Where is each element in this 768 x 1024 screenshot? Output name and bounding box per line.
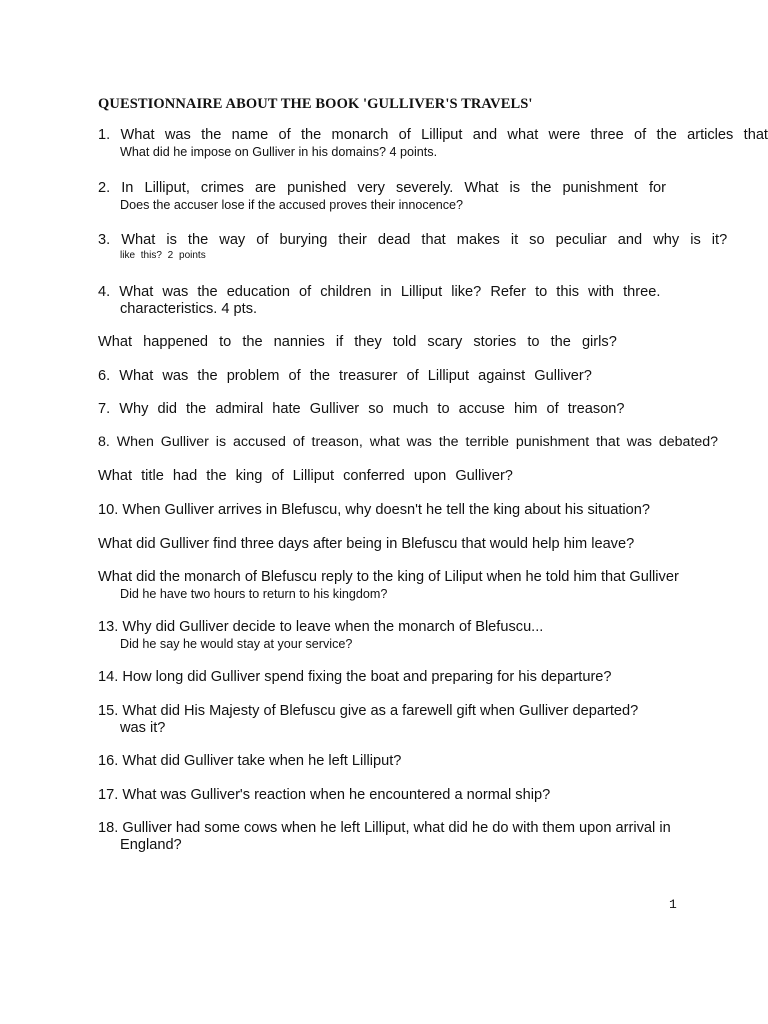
question-17 xyxy=(98,787,768,804)
question-continuation: characteristics. 4 pts. xyxy=(120,301,258,317)
question-8 xyxy=(98,434,768,451)
question-continuation: Did he say he would stay at your service? xyxy=(120,637,353,651)
page-number: 1 xyxy=(669,897,677,912)
question-text: 10. When Gulliver arrives in Blefuscu, why doesn't he tell the king about his situation? xyxy=(98,502,650,518)
question-continuation: like this? 2 points xyxy=(120,250,206,261)
question-5 xyxy=(98,334,768,351)
question-text: 17. What was Gulliver's reaction when he encountered a normal ship? xyxy=(98,787,551,803)
question-text: What did the monarch of Blefuscu reply to the king of Liliput when he told him that Gulliver xyxy=(98,569,679,585)
question-text: 6. What was the problem of the treasurer of Lilliput against Gulliver? xyxy=(98,368,592,384)
question-13 xyxy=(98,619,768,652)
question-continuation: What did he impose on Gulliver in his domains? 4 points. xyxy=(120,145,438,159)
question-4 xyxy=(98,284,768,318)
question-16 xyxy=(98,753,768,770)
question-text: 4. What was the education of children in Lilliput like? Refer to this with three. xyxy=(98,284,661,300)
question-text: What happened to the nannies if they told scary stories to the girls? xyxy=(98,334,617,350)
question-text: 3. What is the way of burying their dead that makes it so peculiar and why is it? xyxy=(98,232,728,248)
question-1 xyxy=(98,127,768,160)
question-continuation: Does the accuser lose if the accused proves their innocence? xyxy=(120,198,464,212)
question-11 xyxy=(98,536,768,553)
question-text: 14. How long did Gulliver spend fixing the boat and preparing for his departure? xyxy=(98,669,612,685)
question-7 xyxy=(98,401,768,418)
question-3 xyxy=(98,232,768,263)
question-10 xyxy=(98,502,768,519)
question-12 xyxy=(98,569,768,602)
question-text: 15. What did His Majesty of Blefuscu give as a farewell gift when Gulliver departed? xyxy=(98,703,639,719)
question-6 xyxy=(98,368,768,385)
question-text: 16. What did Gulliver take when he left Lilliput? xyxy=(98,753,402,769)
question-9 xyxy=(98,468,768,485)
question-2 xyxy=(98,180,768,213)
document-title: QUESTIONNAIRE ABOUT THE BOOK 'GULLIVER'S TRAVELS' xyxy=(98,96,533,112)
question-text: What did Gulliver find three days after being in Blefuscu that would help him leave? xyxy=(98,536,635,552)
question-14 xyxy=(98,669,768,686)
question-continuation: was it? xyxy=(120,720,166,736)
question-continuation: Did he have two hours to return to his kingdom? xyxy=(120,587,388,601)
question-text: 18. Gulliver had some cows when he left Lilliput, what did he do with them upon arrival in xyxy=(98,820,671,836)
question-text: 7. Why did the admiral hate Gulliver so much to accuse him of treason? xyxy=(98,401,625,417)
question-text: 1. What was the name of the monarch of Lilliput and what were three of the articles that xyxy=(98,127,768,143)
question-text: What title had the king of Lilliput conferred upon Gulliver? xyxy=(98,468,513,484)
question-18 xyxy=(98,820,768,854)
question-continuation: England? xyxy=(120,837,182,853)
question-15 xyxy=(98,703,768,737)
question-text: 2. In Lilliput, crimes are punished very severely. What is the punishment for xyxy=(98,180,666,196)
question-text: 8. When Gulliver is accused of treason, what was the terrible punishment that was debated? xyxy=(98,434,719,450)
question-text: 13. Why did Gulliver decide to leave when the monarch of Blefuscu... xyxy=(98,619,544,635)
